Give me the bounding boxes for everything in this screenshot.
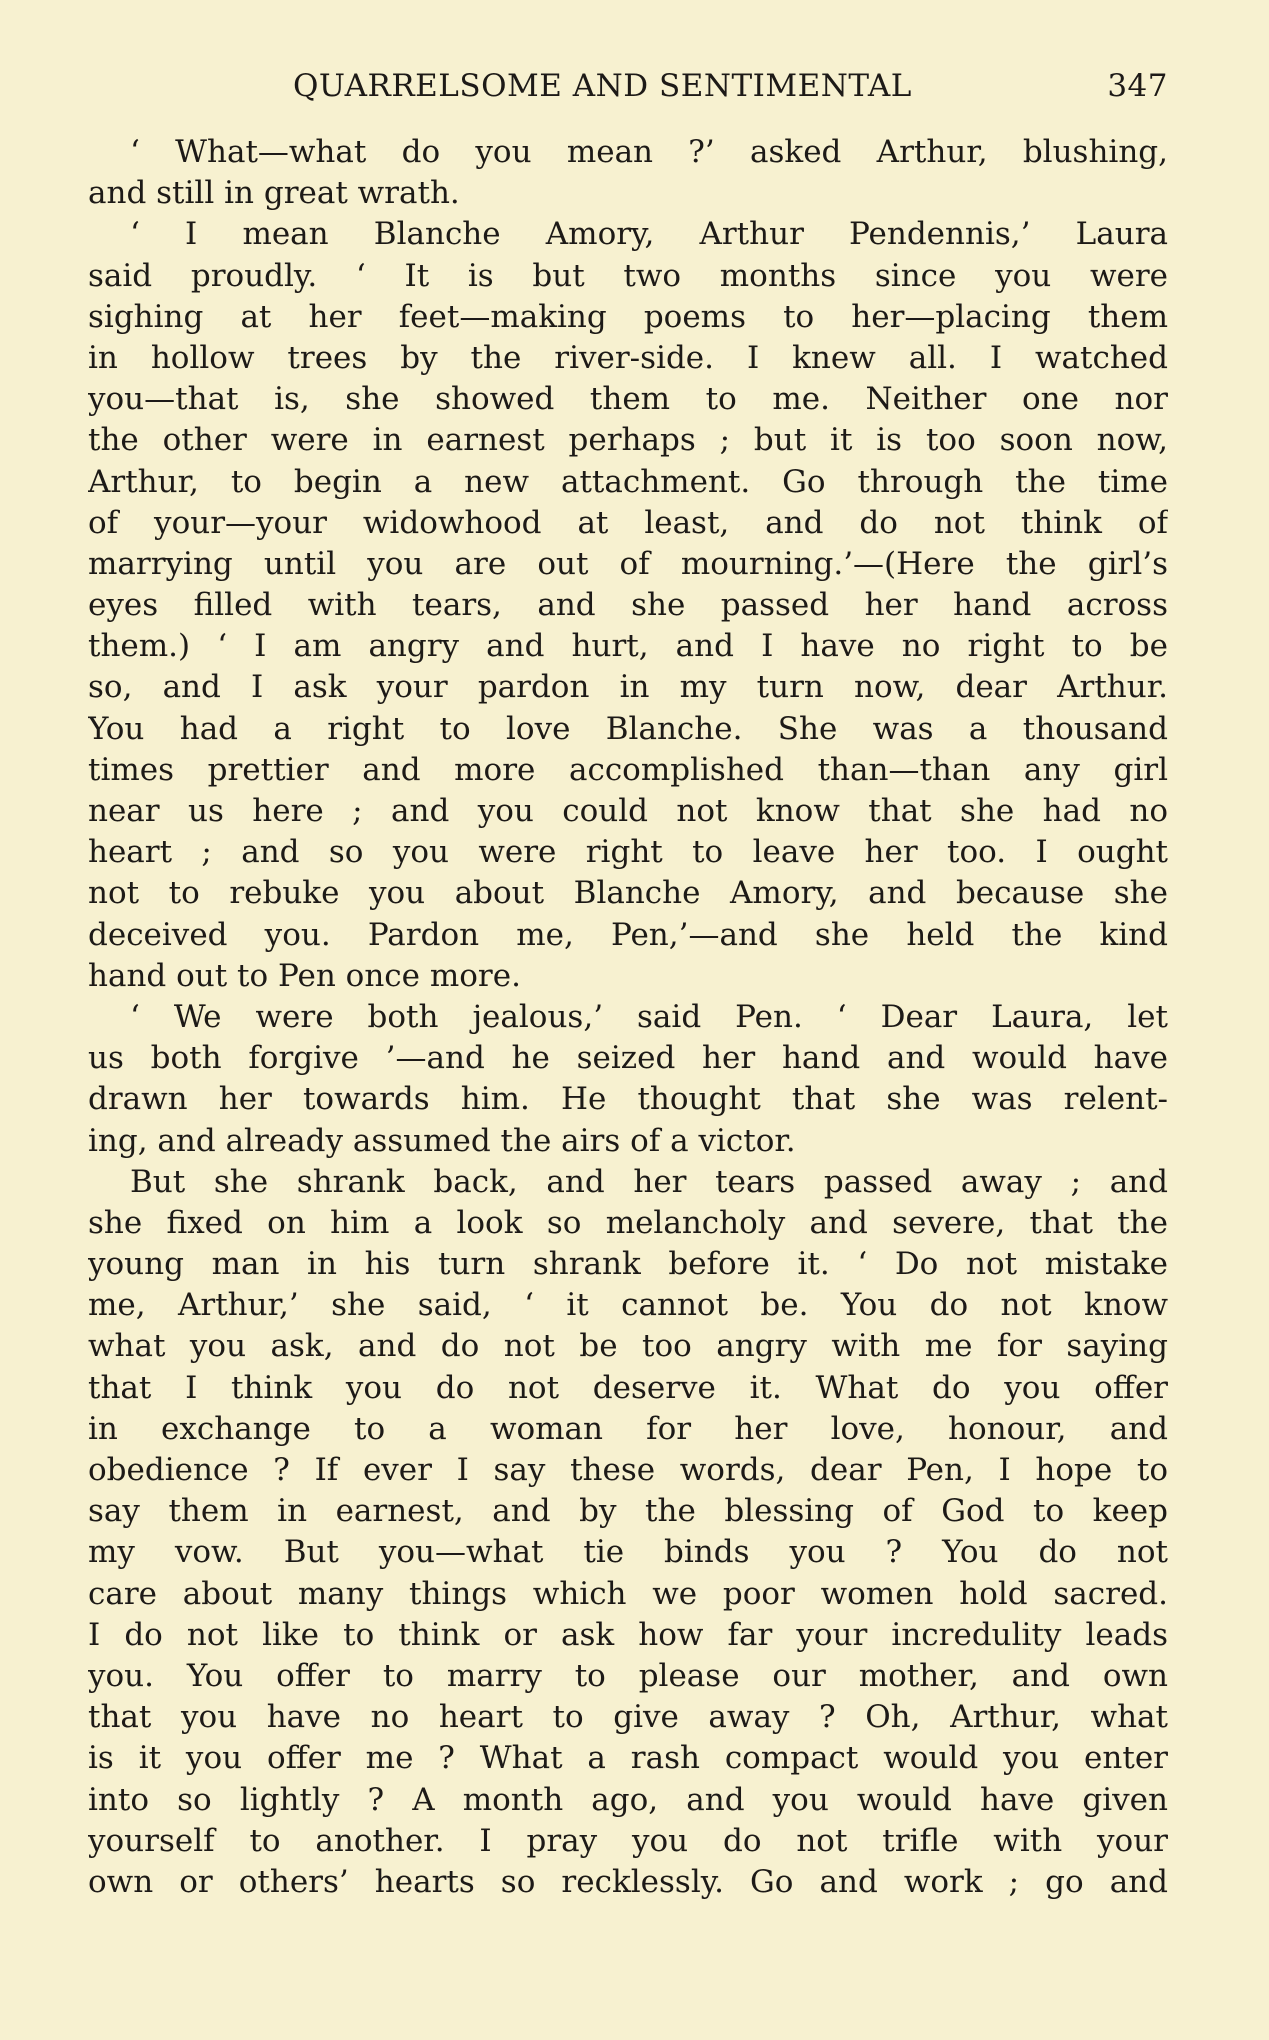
text-line: into so lightly ? A month ago, and you would have given [88, 1781, 1168, 1818]
text-line: obedience ? If ever I say these words, dear Pen, I hope to [88, 1452, 1168, 1488]
text-line: and still in great wrath. [88, 175, 460, 212]
text-line: deceived you. Pardon me, Pen,’—and she held the kind [88, 916, 1168, 953]
text-line: But she shrank back, and her tears passed away ; and [130, 1163, 1168, 1200]
page-number: 347 [1107, 68, 1168, 104]
text-line: so, and I ask your pardon in my turn now, dear Arthur. [88, 669, 1168, 706]
text-line: them.) ‘ I am angry and hurt, and I have no right to be [88, 628, 1168, 665]
text-line: said proudly. ‘ It is but two months since you were [88, 257, 1168, 294]
text-line: that I think you do not deserve it. What do you offer [88, 1369, 1168, 1406]
text-line: ‘ What—what do you mean ?’ asked Arthur, blushing, [130, 134, 1168, 170]
text-line: heart ; and so you were right to leave her too. I ought [88, 834, 1168, 871]
text-line: drawn her towards him. He thought that she was relent- [88, 1081, 1168, 1118]
text-line: yourself to another. I pray you do not trifle with your [88, 1822, 1168, 1859]
text-line: ‘ We were both jealous,’ said Pen. ‘ Dear Laura, let [130, 998, 1168, 1035]
text-line: ‘ I mean Blanche Amory, Arthur Pendennis,’ Laura [130, 216, 1168, 253]
book-page [88, 68, 1168, 1903]
text-line: of your—your widowhood at least, and do not think of [88, 504, 1168, 541]
text-line: you—that is, she showed them to me. Neither one nor [88, 381, 1168, 418]
text-line: in exchange to a woman for her love, honour, and [88, 1410, 1168, 1447]
text-line: the other were in earnest perhaps ; but it is too soon now, [88, 422, 1168, 459]
text-line: eyes filled with tears, and she passed her hand across [88, 587, 1168, 624]
text-line: ing, and already assumed the airs of a victor. [88, 1122, 796, 1159]
text-line: own or others’ hearts so recklessly. Go and work ; go and [88, 1863, 1168, 1900]
text-line: that you have no heart to give away ? Oh, Arthur, what [88, 1699, 1168, 1736]
running-head [88, 68, 1168, 116]
text-line: me, Arthur,’ she said, ‘ it cannot be. You do not know [88, 1287, 1168, 1324]
text-line: times prettier and more accomplished than—than any girl [88, 751, 1168, 788]
text-line: care about many things which we poor women hold sacred. [88, 1575, 1168, 1612]
text-line: not to rebuke you about Blanche Amory, and because she [88, 875, 1168, 912]
text-line: Arthur, to begin a new attachment. Go through the time [88, 463, 1168, 500]
text-line: young man in his turn shrank before it. ‘ Do not mistake [88, 1246, 1168, 1283]
text-line: is it you offer me ? What a rash compact would you enter [88, 1740, 1168, 1777]
text-line: she fixed on him a look so melancholy and severe, that the [88, 1204, 1168, 1241]
text-line: you. You offer to marry to please our mother, and own [88, 1657, 1168, 1694]
text-line: say them in earnest, and by the blessing of God to keep [88, 1493, 1168, 1530]
running-title: QUARRELSOME AND SENTIMENTAL [293, 68, 912, 104]
text-line: near us here ; and you could not know that she had no [88, 793, 1168, 829]
text-line: us both forgive ’—and he seized her hand and would have [88, 1040, 1168, 1077]
text-line: You had a right to love Blanche. She was a thousand [88, 710, 1168, 747]
text-line: hand out to Pen once more. [88, 957, 521, 994]
text-line: what you ask, and do not be too angry with me for saying [88, 1328, 1168, 1365]
text-line: sighing at her feet—making poems to her—placing them [88, 298, 1168, 335]
body-text [88, 132, 1168, 1903]
text-line: I do not like to think or ask how far your incredulity leads [88, 1616, 1168, 1653]
text-line: my vow. But you—what tie binds you ? You do not [88, 1534, 1168, 1571]
text-line: in hollow trees by the river-side. I knew all. I watched [88, 339, 1168, 376]
text-line: marrying until you are out of mourning.’—(Here the girl’s [88, 545, 1168, 582]
